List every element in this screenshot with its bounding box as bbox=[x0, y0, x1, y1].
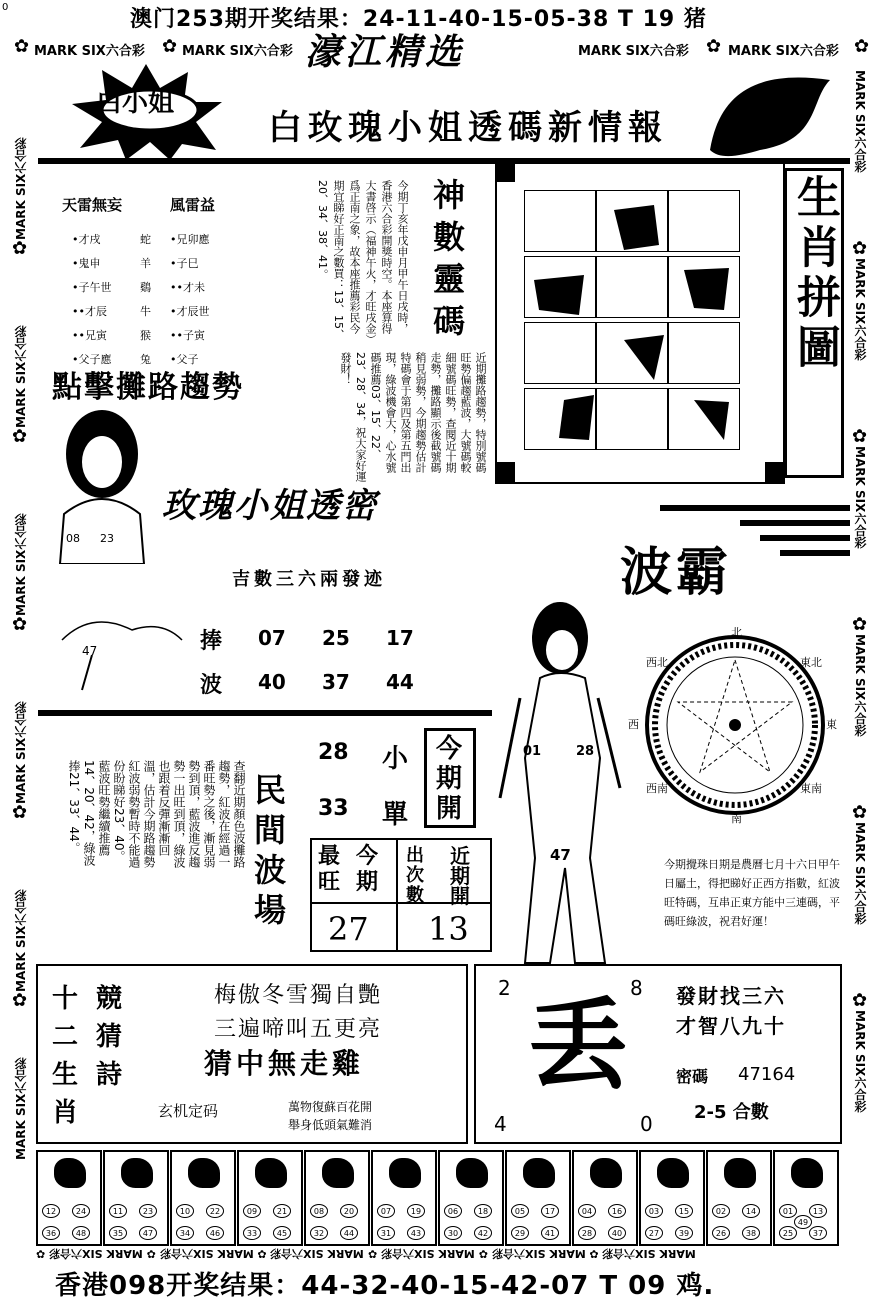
xuanji-label: 玄机定码 bbox=[158, 1102, 219, 1120]
flower-icon: ✿ bbox=[852, 614, 868, 635]
number-ball: 20 bbox=[340, 1204, 358, 1218]
brand-label: MARK SIX六合彩 bbox=[182, 44, 293, 59]
number-ball: 38 bbox=[742, 1226, 760, 1240]
bang-label: 捧 bbox=[200, 629, 223, 654]
number-ball: 37 bbox=[809, 1226, 827, 1240]
hexagram-line: •才戌 bbox=[72, 233, 101, 246]
zodiac-cell bbox=[438, 1150, 504, 1246]
number-ball: 44 bbox=[340, 1226, 358, 1240]
number-ball: 06 bbox=[444, 1204, 462, 1218]
tiger-icon bbox=[188, 1158, 220, 1188]
bo-value: 40 bbox=[258, 670, 286, 694]
brand-label: MARK SIX六合彩 bbox=[578, 44, 689, 59]
corner-number: 0 bbox=[640, 1112, 653, 1136]
xiao-number: 33 bbox=[318, 796, 349, 821]
brand-label: MARK SIX六合彩 bbox=[853, 1010, 867, 1113]
brand-label: MARK SIX六合彩 bbox=[491, 1247, 586, 1260]
corner-number: 4 bbox=[494, 1112, 507, 1136]
number-ball: 30 bbox=[444, 1226, 462, 1240]
riddle-line: 發財找三六 bbox=[676, 984, 786, 1008]
hexagram-line: ••才未 bbox=[170, 281, 205, 294]
number-ball: 24 bbox=[72, 1204, 90, 1218]
number-ball: 27 bbox=[645, 1226, 663, 1240]
flower-icon: ✿ bbox=[852, 802, 868, 823]
flower-icon: ✿ bbox=[12, 426, 28, 447]
brand-label: MARK SIX六合彩 bbox=[14, 889, 28, 992]
masthead-title: 濠江精选 bbox=[305, 32, 466, 73]
flower-icon: ✿ bbox=[478, 1248, 492, 1261]
compass-north: 北 bbox=[731, 626, 742, 639]
flower-icon: ✿ bbox=[12, 238, 28, 259]
zuiwang-label: 最旺 bbox=[318, 844, 341, 895]
xiao-number: 28 bbox=[318, 740, 349, 765]
compass-west: 西 bbox=[628, 718, 639, 731]
flower-icon: ✿ bbox=[12, 802, 28, 823]
number-ball: 32 bbox=[310, 1226, 328, 1240]
number-ball: 34 bbox=[176, 1226, 194, 1240]
xiao-label: 小 bbox=[382, 744, 409, 774]
leaf-icon bbox=[700, 70, 840, 160]
value-13: 13 bbox=[428, 910, 469, 948]
hexagram-zodiac: 羊 bbox=[140, 257, 151, 270]
speed-line bbox=[740, 520, 850, 526]
number-ball: 26 bbox=[712, 1226, 730, 1240]
flower-icon: ✿ bbox=[257, 1248, 271, 1261]
flower-icon: ✿ bbox=[12, 614, 28, 635]
poem-label-column bbox=[52, 980, 84, 1132]
number-ball: 12 bbox=[42, 1204, 60, 1218]
section-rule bbox=[38, 710, 492, 716]
zodiac-cell bbox=[706, 1150, 772, 1246]
flower-icon: ✿ bbox=[854, 36, 870, 57]
number-ball: 22 bbox=[206, 1204, 224, 1218]
brand-label: MARK SIX六合彩 bbox=[853, 258, 867, 361]
flower-icon: ✿ bbox=[146, 1248, 160, 1261]
rabbit-icon bbox=[255, 1158, 287, 1188]
number-ball: 07 bbox=[377, 1204, 395, 1218]
flower-icon: ✿ bbox=[852, 990, 868, 1011]
number-ball: 14 bbox=[742, 1204, 760, 1218]
zodiac-cell bbox=[505, 1150, 571, 1246]
speed-line bbox=[760, 535, 850, 541]
flower-icon: ✿ bbox=[36, 1248, 50, 1261]
poem-label-char: 競 bbox=[96, 984, 123, 1014]
portrait-image bbox=[44, 404, 154, 564]
zodiac-cell bbox=[572, 1150, 638, 1246]
brand-label: MARK SIX六合彩 bbox=[34, 44, 145, 59]
number-ball: 17 bbox=[541, 1204, 559, 1218]
corner-number: 8 bbox=[630, 976, 643, 1000]
zodiac-cell bbox=[103, 1150, 169, 1246]
animal-silhouette-pieces bbox=[524, 190, 740, 454]
trend-text: 近期攤路趨勢，特別號碼旺勢偏趨藍波，大號碼較細號碼旺勢，查閱近十期走勢，攤路顯示後截號碼稍見弱勢，今期趨勢估計特碼會于第四及第五門出現，綠波機會大，心水號碼推薦03、15、22、23、28、34，祝大家好運發財！ bbox=[339, 352, 487, 482]
small-poem-line: 萬物復蘇百花開 bbox=[288, 1100, 373, 1114]
snake-icon bbox=[389, 1158, 421, 1188]
brand-label: MARK SIX六合彩 bbox=[270, 1247, 365, 1260]
number-ball: 47 bbox=[139, 1226, 157, 1240]
hexagram-line: ••兄寅 bbox=[72, 329, 107, 342]
headline: 白玫瑰小姐透碼新情報 bbox=[268, 108, 668, 148]
zodiac-cell bbox=[304, 1150, 370, 1246]
badge-label: 白小姐 bbox=[96, 88, 175, 118]
zodiac-cell bbox=[36, 1150, 102, 1246]
zodiac-cell bbox=[237, 1150, 303, 1246]
brand-label: MARK SIX六合彩 bbox=[49, 1247, 143, 1260]
poem-label-char: 十 bbox=[52, 984, 79, 1014]
poem-label-column-2 bbox=[96, 980, 128, 1094]
heshu-value: 2-5 合數 bbox=[694, 1102, 769, 1123]
number-ball: 15 bbox=[675, 1204, 693, 1218]
rat-icon bbox=[54, 1158, 86, 1188]
brand-label: MARK SIX六合彩 bbox=[853, 822, 867, 925]
number-ball: 29 bbox=[511, 1226, 529, 1240]
poem-label-char: 肖 bbox=[52, 1098, 79, 1128]
goat-icon bbox=[523, 1158, 555, 1188]
brand-row-bottom bbox=[36, 1246, 840, 1264]
puzzle-corner bbox=[495, 162, 515, 182]
hexagram-line: •兄卯應 bbox=[170, 233, 210, 246]
jinqikai2-label: 近期開 bbox=[450, 844, 470, 908]
hexagram-line: ••子寅 bbox=[170, 329, 205, 342]
number-ball: 42 bbox=[474, 1226, 492, 1240]
brand-label: MARK SIX六合彩 bbox=[853, 634, 867, 737]
bo-value: 37 bbox=[322, 670, 350, 694]
number-ball: 13 bbox=[809, 1204, 827, 1218]
compass-east: 東 bbox=[826, 718, 837, 731]
big-character: 丢 bbox=[528, 986, 628, 1103]
hexagram-line: ••才辰 bbox=[72, 305, 107, 318]
corner-number: 2 bbox=[498, 976, 511, 1000]
brand-label: MARK SIX六合彩 bbox=[853, 446, 867, 549]
hexagram-line: •鬼申 bbox=[72, 257, 101, 270]
left-hexagram-lines bbox=[72, 228, 151, 372]
zodiac-cell bbox=[371, 1150, 437, 1246]
monkey-icon bbox=[590, 1158, 622, 1188]
portrait-number: 23 bbox=[100, 532, 114, 545]
right-hexagram-title: 風雷益 bbox=[170, 196, 216, 214]
minjian-title: 民間波場 bbox=[254, 771, 287, 929]
number-ball: 08 bbox=[310, 1204, 328, 1218]
figure-image bbox=[480, 598, 660, 968]
number-ball: 05 bbox=[511, 1204, 529, 1218]
flower-icon: ✿ bbox=[14, 36, 30, 57]
left-brand-strip bbox=[12, 70, 34, 1240]
mima-label: 密碼 bbox=[676, 1067, 709, 1086]
flower-icon: ✿ bbox=[12, 990, 28, 1011]
stats-divider bbox=[396, 838, 398, 952]
number-ball: 11 bbox=[109, 1204, 127, 1218]
pig-icon bbox=[791, 1158, 823, 1188]
brand-label: MARK SIX六合彩 bbox=[14, 1057, 28, 1160]
poem-label-char: 詩 bbox=[96, 1060, 123, 1090]
figure-number: 01 bbox=[523, 744, 542, 759]
number-ball: 16 bbox=[608, 1204, 626, 1218]
poem-line: 三遍啼叫五更亮 bbox=[214, 1017, 383, 1042]
zodiac-strip bbox=[36, 1150, 840, 1250]
jinqi-label: 今期 bbox=[356, 844, 379, 895]
number-ball: 48 bbox=[72, 1226, 90, 1240]
bo-value: 44 bbox=[386, 670, 414, 694]
number-ball: 18 bbox=[474, 1204, 492, 1218]
number-ball: 49 bbox=[794, 1215, 812, 1229]
right-info-text: 今期攪珠日期是農曆七月十六日甲午日屬土，得把睇好正西方指數，紅波旺特碼，互串正東方能中三連碼，平碼旺綠波，祝君好運！ bbox=[664, 858, 840, 928]
bottom-result-bar bbox=[0, 1265, 893, 1301]
compass-south: 南 bbox=[731, 812, 742, 825]
page-marker: 0 bbox=[2, 2, 9, 13]
brand-label: MARK SIX六合彩 bbox=[14, 513, 28, 616]
hexagram-zodiac: 兔 bbox=[140, 353, 151, 366]
number-ball: 46 bbox=[206, 1226, 224, 1240]
number-ball: 09 bbox=[243, 1204, 261, 1218]
bo-label: 波 bbox=[200, 673, 223, 698]
number-ball: 35 bbox=[109, 1226, 127, 1240]
speed-line bbox=[660, 505, 850, 511]
trend-title: 點擊攤路趨勢 bbox=[52, 370, 244, 405]
flower-icon: ✿ bbox=[589, 1248, 603, 1261]
boba-title: 波霸 bbox=[620, 543, 733, 603]
jinqikai-label: 今期開 bbox=[436, 734, 463, 824]
dog-icon bbox=[724, 1158, 756, 1188]
brand-label: MARK SIX六合彩 bbox=[14, 325, 28, 428]
flower-icon: ✿ bbox=[852, 426, 868, 447]
hexagram-zodiac: 猴 bbox=[140, 329, 151, 342]
flower-icon: ✿ bbox=[162, 36, 178, 57]
number-ball: 31 bbox=[377, 1226, 395, 1240]
number-ball: 36 bbox=[42, 1226, 60, 1240]
number-ball: 25 bbox=[779, 1226, 797, 1240]
poem-label-char: 二 bbox=[52, 1022, 79, 1052]
compass-southwest: 西南 bbox=[646, 782, 668, 795]
number-ball: 04 bbox=[578, 1204, 596, 1218]
chuci-label: 出次數 bbox=[406, 845, 424, 906]
brand-label: MARK SIX六合彩 bbox=[728, 44, 839, 59]
number-ball: 02 bbox=[712, 1204, 730, 1218]
dragon-icon bbox=[322, 1158, 354, 1188]
right-hexagram-lines bbox=[170, 228, 210, 372]
bang-value: 07 bbox=[258, 626, 286, 650]
riddle-line: 才智八九十 bbox=[676, 1014, 786, 1038]
hexagram-zodiac: 蛇 bbox=[140, 233, 151, 246]
portrait-number: 08 bbox=[66, 532, 80, 545]
hexagram-line: •子巳 bbox=[170, 257, 199, 270]
hexagram-zodiac: 鷄 bbox=[140, 281, 151, 294]
brand-label: MARK SIX六合彩 bbox=[381, 1247, 475, 1260]
compass-northwest: 西北 bbox=[646, 656, 668, 669]
flower-icon: ✿ bbox=[852, 238, 868, 259]
poem-line: 猜中無走雞 bbox=[204, 1047, 365, 1080]
compass-southeast: 東南 bbox=[800, 782, 822, 795]
left-hexagram-title: 天雷無妄 bbox=[62, 196, 123, 214]
brand-label: MARK SIX六合彩 bbox=[14, 137, 28, 240]
number-ball: 21 bbox=[273, 1204, 291, 1218]
figure-number: 28 bbox=[576, 744, 595, 759]
brand-label: MARK SIX六合彩 bbox=[159, 1247, 254, 1260]
number-ball: 28 bbox=[578, 1226, 596, 1240]
number-ball: 19 bbox=[407, 1204, 425, 1218]
figure-number: 47 bbox=[550, 846, 571, 864]
small-poem-line: 舉身低頭氣難消 bbox=[288, 1118, 373, 1132]
brand-label: MARK SIX六合彩 bbox=[602, 1247, 697, 1260]
brand-row-top-left bbox=[14, 34, 314, 62]
number-ball: 33 bbox=[243, 1226, 261, 1240]
hexagram-line: •子午世 bbox=[72, 281, 112, 294]
hexagram-line: •父子 bbox=[170, 353, 199, 366]
number-ball: 03 bbox=[645, 1204, 663, 1218]
brand-row-top-right bbox=[578, 34, 878, 62]
value-27: 27 bbox=[328, 910, 369, 948]
bang-value: 25 bbox=[322, 626, 350, 650]
dan-label: 單 bbox=[382, 800, 409, 830]
horse-icon bbox=[456, 1158, 488, 1188]
puzzle-grid bbox=[524, 190, 744, 458]
poem-label-char: 生 bbox=[52, 1060, 79, 1090]
shengxiao-title: 生肖拼圖 bbox=[789, 174, 840, 374]
macau-result: 澳门253期开奖结果：24-11-40-15-05-38 T 19 猪 bbox=[130, 7, 707, 32]
number-ball: 10 bbox=[176, 1204, 194, 1218]
brand-label: MARK SIX六合彩 bbox=[14, 701, 28, 804]
speed-line bbox=[780, 550, 850, 556]
flower-icon: ✿ bbox=[368, 1248, 382, 1261]
zodiac-cell bbox=[639, 1150, 705, 1246]
number-ball: 39 bbox=[675, 1226, 693, 1240]
poem-label-char: 猜 bbox=[96, 1022, 123, 1052]
bang-value: 17 bbox=[386, 626, 414, 650]
number-ball: 23 bbox=[139, 1204, 157, 1218]
forecast-column-text: 今期丁亥年戊申月甲午日戌時，香港六合彩開獎時空。本座算得大書啓示（福神午火，才旺戌金）爲正南之象，故本座推薦彩民今期宜睇好正南之數買：13、15、20、34、38、41。 bbox=[316, 180, 409, 340]
number-ball: 43 bbox=[407, 1226, 425, 1240]
flower-icon: ✿ bbox=[706, 36, 722, 57]
number-ball: 45 bbox=[273, 1226, 291, 1240]
small-number: 47 bbox=[82, 644, 98, 658]
hongkong-result: 香港098开奖结果：44-32-40-15-42-07 T 09 鸡. bbox=[55, 1271, 715, 1301]
number-ball: 41 bbox=[541, 1226, 559, 1240]
compass-northeast: 東北 bbox=[800, 656, 822, 669]
jishu-text: 吉數三六兩發迹 bbox=[232, 569, 386, 590]
number-ball: 01 bbox=[779, 1204, 797, 1218]
rooster-icon bbox=[657, 1158, 689, 1188]
hexagram-zodiac: 牛 bbox=[140, 305, 151, 318]
hexagram-line: •才辰世 bbox=[170, 305, 210, 318]
bird-sketch bbox=[52, 600, 192, 700]
hexagram-line: •父子應 bbox=[72, 353, 112, 366]
mima-value: 47164 bbox=[738, 1064, 796, 1085]
color-trend-text: 查翻近期顏色波攤路趨勢，紅波在經過一番旺勢之後，漸見弱勢到頂，藍波進反趨勢一出旺到頂，綠波也跟着反彈漸漸回溫，估計今期路趨勢紅波弱勢暫時不能過份盼睇好23、40。藍波旺勢繼續推薦14、20、42，綠波捧21、33、44。 bbox=[67, 760, 246, 868]
zodiac-cell bbox=[773, 1150, 839, 1246]
tousmi-title: 玫瑰小姐透密 bbox=[162, 486, 378, 526]
poem-line: 梅傲冬雪獨自艷 bbox=[214, 983, 383, 1008]
puzzle-corner bbox=[495, 462, 515, 482]
ox-icon bbox=[121, 1158, 153, 1188]
number-ball: 40 bbox=[608, 1226, 626, 1240]
right-brand-strip bbox=[852, 70, 874, 1240]
puzzle-corner bbox=[765, 462, 785, 482]
brand-label: MARK SIX六合彩 bbox=[853, 70, 867, 173]
shenshu-title: 神數靈碼 bbox=[428, 178, 466, 346]
zodiac-cell bbox=[170, 1150, 236, 1246]
